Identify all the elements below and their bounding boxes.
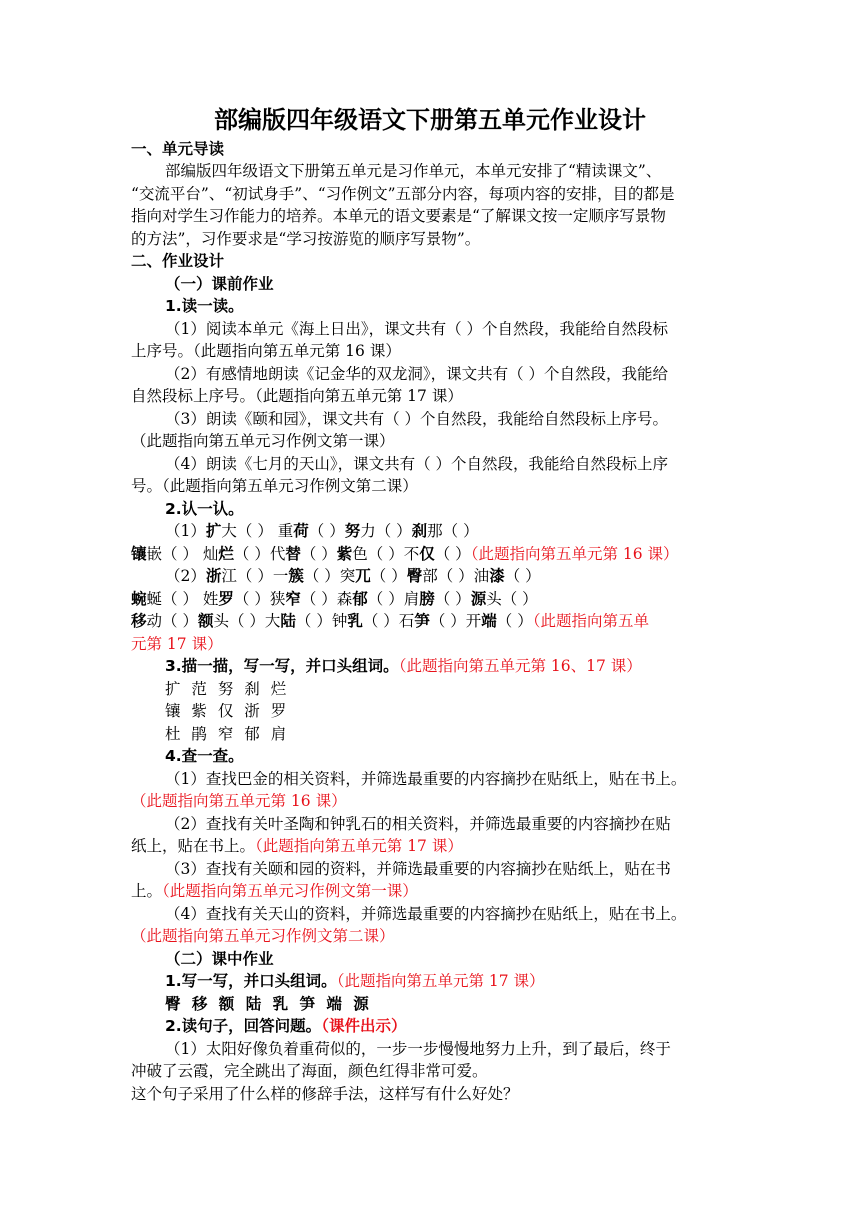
target-character: 蜿 — [131, 590, 147, 608]
document-title: 部编版四年级语文下册第五单元作业设计 — [214, 106, 646, 134]
word-text: （ ） — [300, 545, 337, 563]
word-text: （ ）森 — [300, 590, 353, 608]
target-character: 窄 — [285, 590, 301, 608]
word-text: （ ）钟 — [295, 612, 348, 630]
question-item-line: （4）查找有关天山的资料，并筛选最重要的内容摘抄在贴纸上，贴在书上。 — [165, 905, 687, 923]
word-text: 江（ ）一 — [221, 567, 289, 585]
word-text: （ ）石 — [362, 612, 415, 630]
word-text: （ ）开 — [429, 612, 482, 630]
target-character: 仅 — [419, 545, 435, 563]
target-character: 郁 — [352, 590, 368, 608]
word-text: （ ） — [434, 590, 471, 608]
question-item-line: 上序号。（此题指向第五单元第 16 课） — [131, 342, 401, 360]
target-character: 扩 — [205, 522, 222, 540]
word-text: 动（ ） — [146, 612, 198, 630]
word-text: 蜒（ ） 姓 — [146, 590, 219, 608]
word-text: 嵌（ ） 灿 — [146, 545, 219, 563]
question-title-read-sentence: 2.读句子，回答问题。 — [165, 1017, 322, 1035]
target-character: 臀 — [406, 567, 423, 585]
word-text: 力（ ） — [360, 522, 412, 540]
question-item-line: （1）阅读本单元《海上日出》，课文共有（ ）个自然段，我能给自然段标 — [165, 320, 669, 338]
question-item-line: （此题指向第五单元习作例文第一课） — [131, 432, 395, 450]
question-item-line — [131, 835, 731, 857]
recognize-line — [131, 588, 731, 610]
lesson-reference-note: （此题指向第五单 — [532, 612, 649, 630]
target-character: 罗 — [218, 590, 234, 608]
target-character: 额 — [197, 612, 214, 630]
question-trace-write — [165, 655, 765, 677]
word-text: （2） — [165, 567, 206, 585]
question-title-research: 4.查一查。 — [165, 747, 244, 765]
subsection-heading-in-class: （二）课中作业 — [165, 950, 274, 968]
lesson-reference-note: （此题指向第五单元第 16、17 课） — [398, 657, 642, 675]
question-item-line: （1）查找巴金的相关资料，并筛选最重要的内容摘抄在贴纸上，贴在书上。 — [165, 770, 687, 788]
question-item-line: 号。（此题指向第五单元习作例文第二课） — [131, 477, 418, 495]
write-char-row: 臀 移 额 陆 乳 笋 端 源 — [165, 995, 372, 1013]
word-text: 色（ ）不 — [352, 545, 420, 563]
question-item-line: （2）有感情地朗读《记金华的双龙洞》，课文共有（ ）个自然段，我能给 — [165, 365, 669, 383]
word-text: 部（ ）油 — [422, 567, 490, 585]
target-character: 移 — [131, 612, 147, 630]
lesson-reference-note: （此题指向第五单元第 16 课） — [470, 545, 679, 563]
recognize-line — [165, 565, 765, 587]
word-text: 头（ ）大 — [213, 612, 281, 630]
word-text: （ ）代 — [233, 545, 286, 563]
recognize-line-note: 元第 17 课） — [131, 635, 223, 653]
question-write-words — [165, 970, 765, 992]
recognize-line — [131, 610, 731, 632]
target-character: 漆 — [489, 567, 505, 585]
word-text: （1） — [165, 522, 206, 540]
lesson-reference-note: （此题指向第五单元第 16 课） — [131, 792, 347, 810]
target-character: 乳 — [347, 612, 363, 630]
word-text: 大（ ） 重 — [221, 522, 294, 540]
word-text: （ ） — [496, 612, 533, 630]
target-character: 镶 — [131, 545, 147, 563]
question-item-line: （2）查找有关叶圣陶和钟乳石的相关资料，并筛选最重要的内容摘抄在贴 — [165, 815, 671, 833]
word-text: （ ） — [308, 522, 345, 540]
target-character: 刹 — [411, 522, 428, 540]
intro-paragraph-line: 指向对学生习作能力的培养。本单元的语文要素是“了解课文按一定顺序写景物 — [131, 207, 666, 225]
target-character: 源 — [470, 590, 487, 608]
word-text: （ ） — [370, 567, 407, 585]
question-item-line: 自然段标上序号。（此题指向第五单元第 17 课） — [131, 387, 463, 405]
intro-paragraph-line: 部编版四年级语文下册第五单元是习作单元，本单元安排了“精读课文”、 — [165, 162, 662, 180]
question-item-line: （1）太阳好像负着重荷似的，一步一步慢慢地努力上升，到了最后，终于 — [165, 1040, 671, 1058]
target-character: 努 — [344, 522, 361, 540]
question-item-line: （3）朗读《颐和园》，课文共有（ ）个自然段，我能给自然段标上序号。 — [165, 410, 669, 428]
item-text: 纸上，贴在书上。 — [131, 837, 256, 855]
trace-char-row: 扩 范 努 刹 烂 — [165, 680, 290, 698]
question-item-line: 冲破了云霞，完全跳出了海面，颜色红得非常可爱。 — [131, 1062, 488, 1080]
question-title-write: 1.写一写，并口头组词。 — [165, 972, 337, 990]
lesson-reference-note: （此题指向第五单元习作例文第一课） — [162, 882, 418, 900]
lesson-reference-note: （此题指向第五单元第 17 课） — [255, 837, 463, 855]
intro-paragraph-line: 的方法”，习作要求是“学习按游览的顺序写景物”。 — [131, 230, 481, 248]
intro-paragraph-line: “交流平台”、“初试身手”、“习作例文”五部分内容，每项内容的安排，目的都是 — [131, 185, 675, 203]
subsection-heading-pre-class: （一）课前作业 — [165, 275, 274, 293]
word-text: （ ）狭 — [233, 590, 286, 608]
question-title-trace-write: 3.描一描，写一写，并口头组词。 — [165, 657, 399, 675]
section-heading-homework-design: 二、作业设计 — [131, 252, 225, 270]
question-item-line: （3）查找有关颐和园的资料，并筛选最重要的内容摘抄在贴纸上，贴在书 — [165, 860, 671, 878]
question-item-line: 这个句子采用了什么样的修辞手法，这样写有什么好处？ — [131, 1085, 519, 1103]
target-character: 紫 — [336, 545, 353, 563]
target-character: 荷 — [293, 522, 309, 540]
word-text: 头（ ） — [486, 590, 538, 608]
target-character: 笋 — [414, 612, 430, 630]
question-item-line — [131, 880, 731, 902]
trace-char-row: 杜 鹃 窄 郁 肩 — [165, 725, 290, 743]
lesson-reference-note: （此题指向第五单元第 17 课） — [336, 972, 545, 990]
target-character: 浙 — [205, 567, 222, 585]
trace-char-row: 镶 紫 仅 浙 罗 — [165, 702, 290, 720]
target-character: 端 — [481, 612, 497, 630]
word-text: 那（ ） — [427, 522, 479, 540]
target-character: 烂 — [218, 545, 234, 563]
target-character: 簇 — [288, 567, 304, 585]
target-character: 陆 — [280, 612, 296, 630]
section-heading-unit-intro: 一、单元导读 — [131, 140, 225, 158]
word-text: （ ）肩 — [367, 590, 420, 608]
question-title-read: 1.读一读。 — [165, 297, 244, 315]
question-item-line: （4）朗读《七月的天山》，课文共有（ ）个自然段，我能给自然段标上序 — [165, 455, 669, 473]
target-character: 膀 — [419, 590, 435, 608]
question-read-sentence — [165, 1015, 765, 1037]
question-title-recognize: 2.认一认。 — [165, 500, 244, 518]
item-text: 上。 — [131, 882, 163, 900]
word-text: （ ） — [504, 567, 541, 585]
lesson-reference-note: （此题指向第五单元习作例文第二课） — [131, 927, 395, 945]
word-text: （ ） — [434, 545, 471, 563]
recognize-line — [165, 520, 765, 542]
target-character: 替 — [285, 545, 301, 563]
word-text: （ ）突 — [303, 567, 356, 585]
recognize-line — [131, 543, 731, 565]
slide-display-note: （课件出示） — [321, 1017, 407, 1035]
target-character: 兀 — [355, 567, 371, 585]
